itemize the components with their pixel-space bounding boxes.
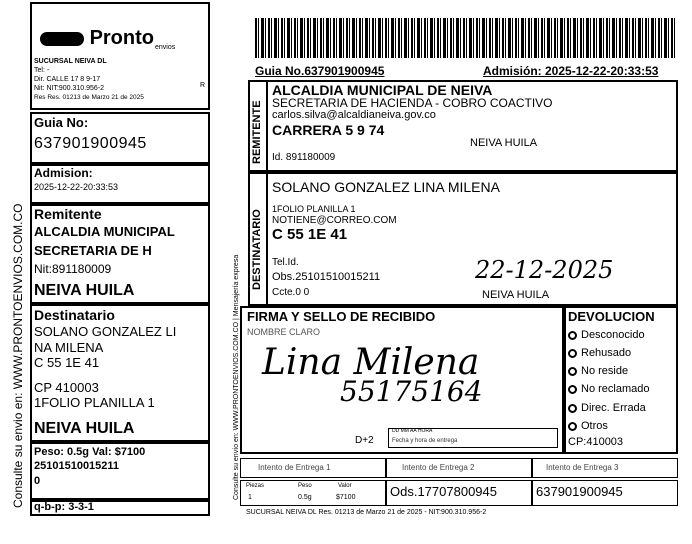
peso-v: 0.5g	[298, 494, 312, 501]
dest-address: C 55 1E 41	[272, 226, 348, 243]
left-res: Res Res. 01213 de Marzo 21 de 2025	[34, 94, 144, 101]
firma-title: FIRMA Y SELLO DE RECIBIDO	[247, 309, 436, 324]
dest-email: NOTIENE@CORREO.COM	[272, 215, 397, 226]
radio-icon	[568, 349, 577, 358]
rem-name: ALCALDIA MUNICIPAL DE NEIVA	[272, 82, 493, 98]
dest-date-hand: 22-12-2025	[475, 256, 614, 284]
rem-email: carlos.silva@alcaldianeiva.gov.co	[272, 109, 436, 121]
left-peso: Peso: 0.5g Val: $7100	[34, 446, 146, 458]
valor-h: Valor	[338, 483, 352, 489]
devol-cp: CP:410003	[568, 436, 624, 448]
fecha-label: Fecha y hora de entrega	[392, 438, 458, 444]
devol-option-2: No reside	[568, 366, 628, 377]
dest-folio: 1FOLIO PLANILLA 1	[272, 204, 356, 214]
left-guia-label: Guia No:	[34, 115, 89, 130]
left-remitente-city: NEIVA HUILA	[34, 282, 135, 299]
left-admision-label: Admision:	[34, 166, 93, 180]
valor-v: $7100	[336, 494, 356, 501]
pronto-logo: Pronto	[40, 28, 154, 48]
logo-sub: envios	[155, 44, 176, 51]
r-mark: R	[200, 82, 206, 89]
left-ref: 25101510015211	[34, 460, 120, 472]
left-remitente-line2: SECRETARIA DE H	[34, 243, 152, 258]
rem-city: NEIVA HUILA	[470, 137, 538, 149]
left-tel: Tel: -	[34, 67, 50, 74]
dd-mm-aa-hora: DD MM AA HORA	[392, 428, 433, 434]
radio-icon	[568, 367, 577, 376]
devol-option-3: No reclamado	[568, 384, 649, 395]
left-dest-line1: SOLANO GONZALEZ LI	[34, 324, 177, 339]
devol-option-1: Rehusado	[568, 348, 631, 359]
left-branch: SUCURSAL NEIVA DL	[34, 58, 107, 65]
dest-city: NEIVA HUILA	[482, 289, 550, 301]
ods: Ods.17707800945	[390, 484, 497, 499]
dest-obs: Obs.25101510015211	[272, 271, 381, 283]
signature-id: 55175164	[340, 375, 483, 408]
guia-bottom: 637901900945	[536, 484, 623, 499]
radio-icon	[568, 404, 577, 413]
peso-h: Peso	[298, 483, 312, 489]
left-dest-folio: 1FOLIO PLANILLA 1	[34, 395, 155, 410]
left-remitente-line1: ALCALDIA MUNICIPAL	[34, 224, 175, 239]
rem-dept: SECRETARIA DE HACIENDA - COBRO COACTIVO	[272, 96, 553, 110]
remitente-vlabel: REMITENTE	[251, 100, 263, 164]
admision-header: Admisión: 2025-12-22-20:33:53	[483, 64, 659, 78]
left-zero: 0	[34, 475, 41, 487]
destinatario-vlabel: DESTINATARIO	[251, 209, 263, 290]
devol-title: DEVOLUCION	[568, 309, 655, 324]
devol-option-5: Otros	[568, 421, 608, 432]
piezas-v: 1	[248, 494, 252, 501]
footer: SUCURSAL NEIVA DL Res. 01213 de Marzo 21 de 2025 - NIT:900.310.956-2	[246, 509, 487, 516]
left-dest-cp: CP 410003	[34, 380, 99, 395]
left-code: q-b-p: 3-3-1	[34, 501, 94, 513]
left-dest-line3: C 55 1E 41	[34, 355, 100, 370]
dest-ccte: Ccte.0 0	[272, 287, 310, 298]
left-side-text: Consulte su envio en: WWW.PRONTOENVIOS.COM.CO	[11, 203, 25, 508]
barcode	[255, 18, 675, 58]
left-guia-no: 637901900945	[34, 135, 147, 152]
intento-3: Intento de Entrega 3	[546, 463, 619, 472]
left-dest-city: NEIVA HUILA	[34, 420, 135, 437]
guia-header: Guia No.637901900945	[255, 64, 385, 78]
radio-icon	[568, 422, 577, 431]
left-remitente-nit: Nit:891180009	[34, 262, 112, 276]
left-dir: Dir. CALLE 17 8 9-17	[34, 76, 101, 83]
left-dest-line2: NA MILENA	[34, 340, 104, 355]
intento-1: Intento de Entrega 1	[258, 463, 331, 472]
nombre-claro: NOMBRE CLARO	[247, 327, 321, 337]
dest-name: SOLANO GONZALEZ LINA MILENA	[272, 179, 500, 195]
right-side-text: Consulte su envío en: WWW.PRONTOENVIOS.COM.CO | Mensajería expresa	[233, 254, 240, 500]
dest-tel: Tel.Id.	[272, 257, 299, 268]
signature-name: Lina Milena	[262, 342, 480, 383]
d-plus: D+2	[355, 435, 374, 446]
intento-2: Intento de Entrega 2	[402, 463, 475, 472]
left-admision-value: 2025-12-22-20:33:53	[34, 182, 119, 192]
radio-icon	[568, 331, 577, 340]
rem-id: Id. 891180009	[272, 152, 336, 163]
left-nit: Nit: NIT:900.310.956-2	[34, 85, 105, 92]
devol-option-4: Direc. Errada	[568, 403, 646, 414]
devol-option-0: Desconocido	[568, 330, 645, 341]
left-remitente-label: Remitente	[34, 206, 102, 222]
left-destinatario-label: Destinatario	[34, 307, 115, 323]
piezas-h: Piezas	[246, 483, 265, 489]
rem-address: CARRERA 5 9 74	[272, 122, 385, 138]
radio-icon	[568, 385, 577, 394]
